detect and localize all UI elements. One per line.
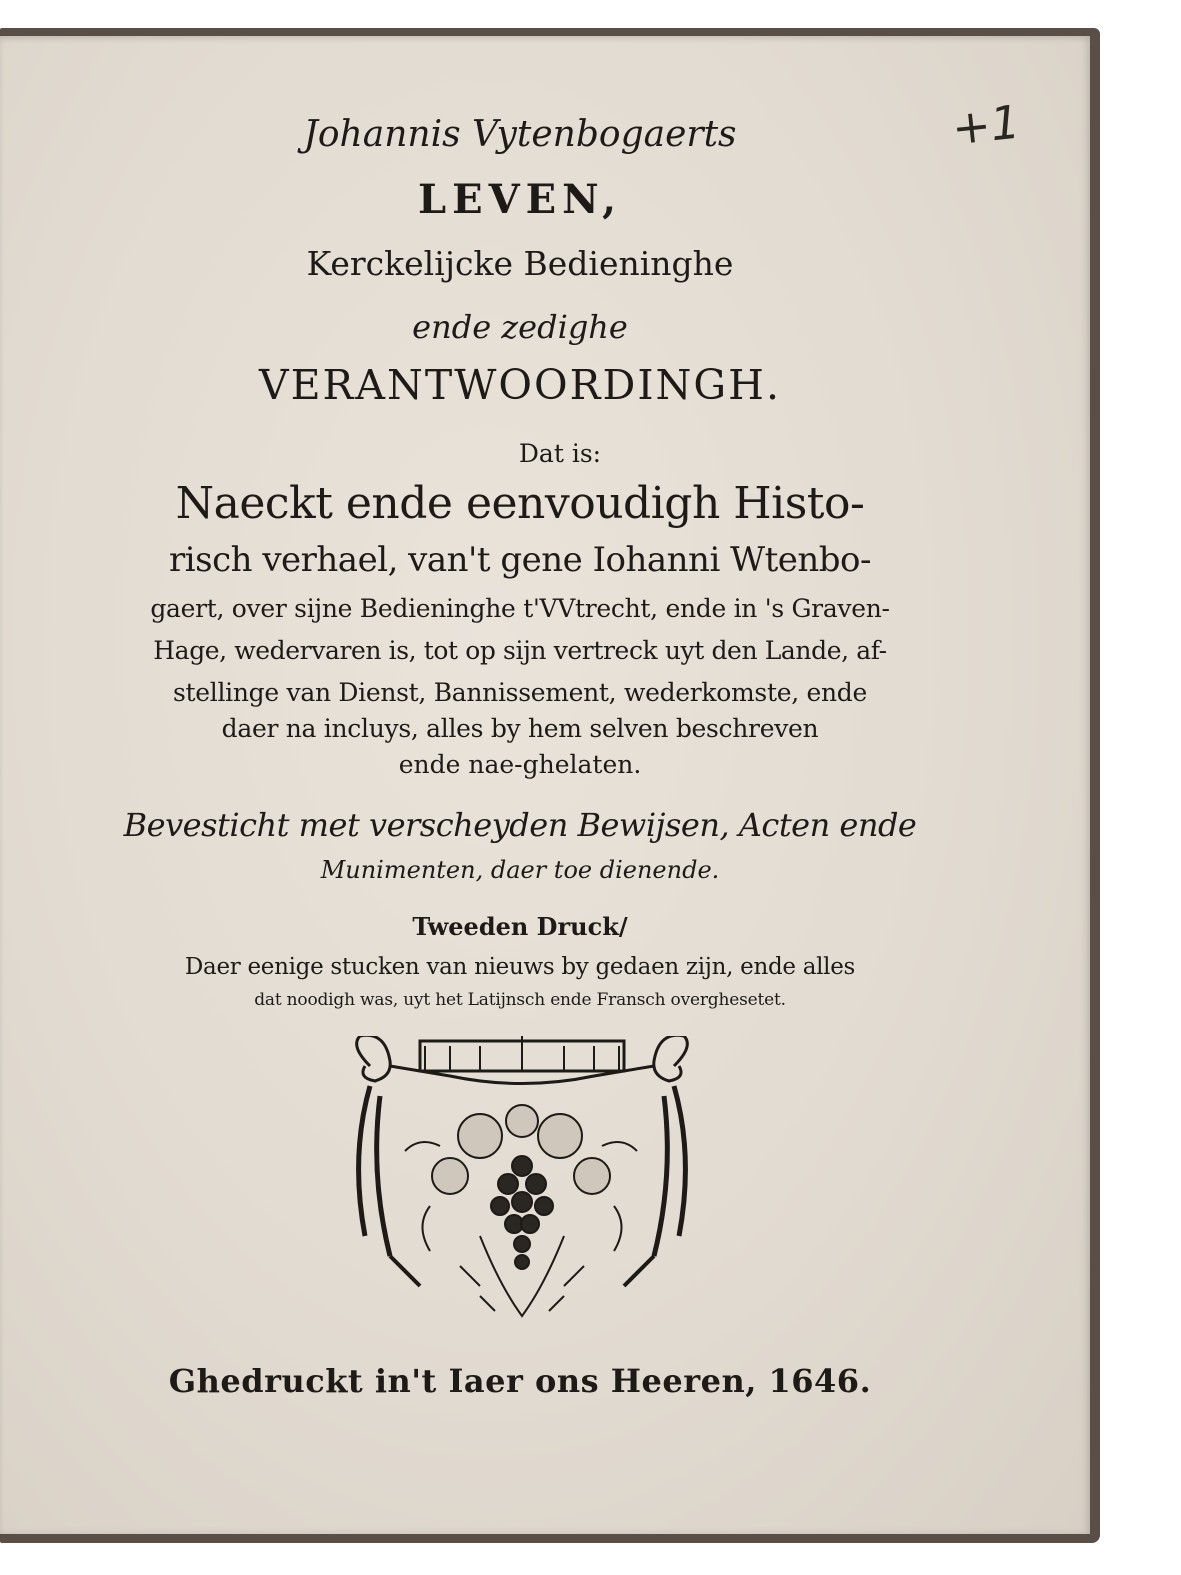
- additions-line-1: Daer eenige stucken van nieuws by gedaen zijn, ende alles: [184, 954, 856, 980]
- title-leven: LEVEN,: [417, 176, 623, 223]
- woodcut-ornament: [330, 1036, 714, 1326]
- title-verantwoordingh: VERANTWOORDINGH.: [259, 361, 781, 409]
- imprint-line: Ghedruckt in't Iaer ons Heeren, 1646.: [168, 1362, 872, 1400]
- body-line-7: ende nae-ghelaten.: [398, 750, 642, 779]
- body-line-4: Hage, wedervaren is, tot op sijn vertreck uyt den Lande, af-: [153, 636, 887, 665]
- title-page: [0, 36, 1090, 1534]
- additions-line-2: dat noodigh was, uyt het Latijnsch ende Fransch overghesetet.: [254, 990, 786, 1010]
- title-line-4: ende zedighe: [412, 308, 628, 346]
- body-line-3: gaert, over sijne Bedieninghe t'VVtrecht, ende in 's Graven-: [150, 594, 890, 623]
- body-line-1: Naeckt ende eenvoudigh Histo-: [175, 478, 865, 529]
- confirm-line-2: Munimenten, daer toe dienende.: [320, 856, 720, 884]
- body-line-2: risch verhael, van't gene Iohanni Wtenbo-: [169, 540, 871, 580]
- edition-line: Tweeden Druck/: [412, 912, 628, 941]
- dat-is: Dat is:: [518, 439, 602, 468]
- handwritten-annotation: +1: [949, 94, 1023, 156]
- title-line-3: Kerckelijcke Bedieninghe: [306, 244, 734, 283]
- confirm-line-1: Bevesticht met verscheyden Bewijsen, Acten ende: [123, 806, 917, 844]
- author-line: Johannis Vytenbogaerts: [303, 114, 737, 155]
- body-line-6: daer na incluys, alles by hem selven beschreven: [221, 714, 819, 743]
- body-line-5: stellinge van Dienst, Bannissement, wederkomste, ende: [173, 678, 867, 707]
